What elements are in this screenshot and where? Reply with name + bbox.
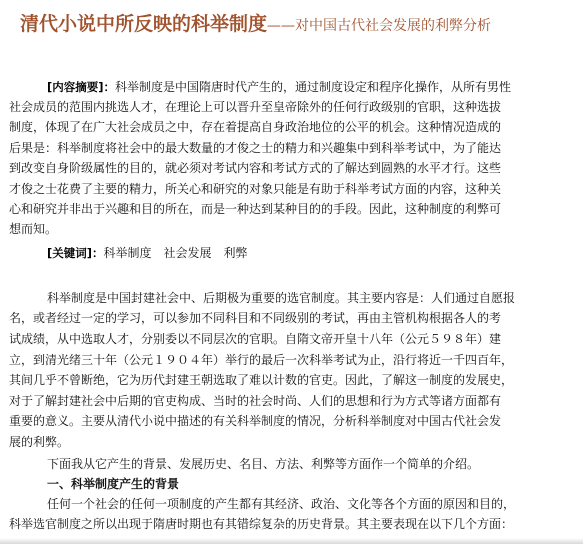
body-line: 对于了解封建社会中后期的官吏构成、当时的社会时尚、人们的思想和行为方式等诸方面都有 [9,394,502,408]
abstract-line: 才俊之士花费了主要的精力，所关心和研究的对象只能是有助于科举考试方面的内容，这种关 [9,182,502,196]
page-title [20,9,491,36]
abstract-line: 到改变自身阶级属性的目的，就必须对考试内容和考试方式的了解达到圆熟的水平才行。这些 [9,161,502,175]
abstract-line [47,77,511,97]
body-line: 名，或者经过一定的学习，可以参加不同科目和不同级别的考试，再由主管机构根据各人的考 [9,311,502,325]
body-line: 科举制度是中国封建社会中、后期极为重要的选官制度。其主要内容是：人们通过自愿报 [47,291,516,305]
body-line: 任何一个社会的任何一项制度的产生都有其经济、政治、文化等各个方面的原因和目的， [47,497,516,511]
abstract-line: 社会成员的范围内挑选人才，在理论上可以晋升至皇帝除外的任何行政级别的官职，这种选拔 [9,100,502,114]
keywords-label: [关键词]： [47,246,104,260]
abstract-line: 心和研究并非出于兴趣和目的所在，而是一种达到某种目的的手段。因此，这种制度的利弊可 [9,202,502,216]
page-bottom-edge [0,538,583,544]
keywords-line [47,243,248,263]
body-line: 重要的意义。主要从清代小说中描述的有关科举制度的情况，分析科举制度对中国古代社会发 [9,414,502,428]
body-line: 其间几乎不曾断绝，它为历代封建王朝选取了难以计数的官吏。因此，了解这一制度的发展史， [9,373,514,387]
body-line: 展的利弊。 [9,435,70,449]
body-line: 试成绩，从中选取人才，分别委以不同层次的官职。自隋文帝开皇十八年（公元５９８年）建 [9,332,502,346]
body-line: 科举选官制度之所以出现于隋唐时期也有其错综复杂的历史背景。其主要表现在以下几个方面： [9,517,514,531]
body-line: 下面我从它产生的背景、发展历史、名目、方法、利弊等方面作一个简单的介绍。 [47,457,480,471]
abstract-text: 科举制度是中国隋唐时代产生的，通过制度设定和程序化操作，从所有男性 [115,80,512,94]
abstract-line: 后果是：科举制度将社会中的最大数量的才俊之士的精力和兴趣集中到科举考试中，为了能达 [9,141,502,155]
title-main: 清代小说中所反映的科举制度 [20,13,268,35]
abstract-line: 想而知。 [9,222,58,236]
abstract-line: 制度，体现了在广大社会成员之中，存在着提高自身政治地位的公平的机会。这种情况造成的 [9,120,502,134]
section-heading: 一、科举制度产生的背景 [47,477,180,491]
abstract-label: [内容摘要]： [47,80,116,94]
keywords-text: 科举制度 社会发展 利弊 [103,246,248,260]
title-subtitle: ——对中国古代社会发展的利弊分析 [267,18,492,34]
body-line: 立，到清光绪三十年（公元１９０４年）举行的最后一次科举考试为止，沿行将近一千四百年， [9,353,514,367]
